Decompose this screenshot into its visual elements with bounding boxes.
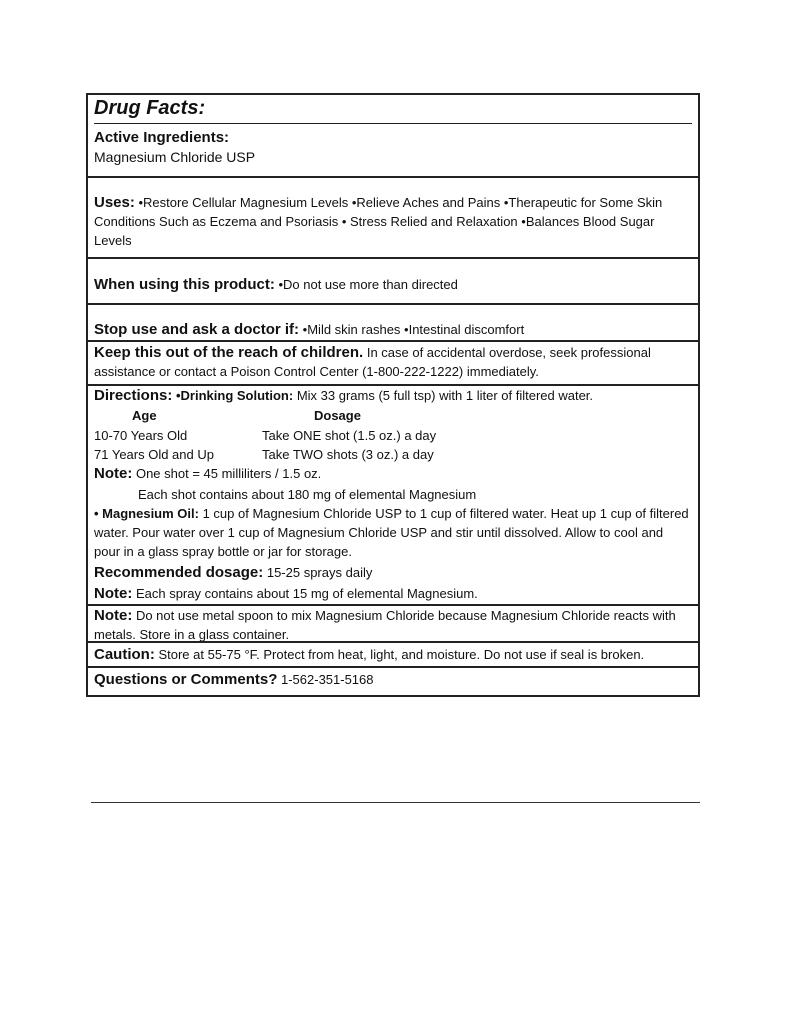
caution-text: Store at 55-75 °F. Protect from heat, light, and moisture. Do not use if seal is broken. (158, 647, 645, 662)
active-ingredients-value: Magnesium Chloride USP (94, 149, 256, 165)
keep-away-heading: Keep this out of the reach of children. (94, 344, 364, 361)
bottom-divider (91, 802, 700, 803)
note-metal-text: Do not use metal spoon to mix Magnesium Chloride because Magnesium Chloride reacts with metals. Store in a glass container. (94, 608, 676, 641)
dosage-row-age: 10-70 Years Old (94, 428, 188, 443)
active-ingredients-heading: Active Ingredients: (94, 129, 230, 146)
directions-heading: Directions: (94, 387, 173, 404)
dosage-row-age: 71 Years Old and Up (94, 447, 214, 462)
dosage-column-header: Dosage (314, 408, 361, 423)
recommended-dosage-heading: Recommended dosage: (94, 564, 264, 581)
title-underline (94, 123, 692, 124)
directions-line (94, 386, 692, 406)
magnesium-oil-paragraph (94, 504, 692, 561)
dosage-row-dosage: Take ONE shot (1.5 oz.) a day (262, 428, 437, 443)
stop-use-heading: Stop use and ask a doctor if: (94, 321, 300, 338)
caution-heading: Caution: (94, 646, 155, 663)
drinking-solution-label: •Drinking Solution: (175, 388, 294, 403)
note-text: Each spray contains about 15 mg of elemental Magnesium. (135, 586, 478, 601)
active-ingredients-section (88, 126, 698, 176)
stop-use-text: •Mild skin rashes •Intestinal discomfort (302, 322, 525, 337)
questions-phone: 1-562-351-5168 (280, 672, 374, 687)
drinking-solution-text: Mix 33 grams (5 full tsp) with 1 liter of filtered water. (296, 388, 594, 403)
stop-use-section (88, 303, 698, 340)
note-heading: Note: (94, 465, 133, 482)
dosage-row-dosage: Take TWO shots (3 oz.) a day (262, 447, 434, 462)
note-heading: Note: (94, 607, 133, 624)
note-drinking (94, 464, 321, 483)
when-using-heading: When using this product: (94, 276, 275, 293)
keep-away-text: In case of accidental overdose, seek professional assistance or contact a Poison Control Center (1-800-222-1222) immediately. (94, 345, 651, 379)
uses-section (88, 176, 698, 257)
note-text: One shot = 45 milliliters / 1.5 oz. (135, 466, 322, 481)
note-heading: Note: (94, 585, 133, 602)
questions-heading: Questions or Comments? (94, 671, 278, 688)
questions-section (88, 666, 698, 697)
drug-facts-title: Drug Facts: (94, 97, 206, 119)
when-using-section (88, 257, 698, 303)
directions-section (88, 384, 698, 604)
note-metal-section (88, 604, 698, 641)
magnesium-oil-label: • Magnesium Oil: (94, 506, 199, 521)
uses-heading: Uses: (94, 194, 135, 211)
drug-facts-panel (86, 93, 700, 697)
note-drinking-line2: Each shot contains about 180 mg of elemental Magnesium (138, 487, 477, 502)
recommended-dosage-text: 15-25 sprays daily (266, 565, 373, 580)
title-section (88, 95, 698, 126)
magnesium-oil-text: 1 cup of Magnesium Chloride USP to 1 cup of filtered water. Heat up 1 cup of filtered water. Pour water over 1 cup of Magnesium Chloride USP and stir until dissolved. Allow to cool and pour in a glass spray bottle or jar for storage. (94, 506, 689, 559)
keep-away-section (88, 340, 698, 384)
caution-section (88, 641, 698, 666)
when-using-text: •Do not use more than directed (278, 277, 458, 292)
recommended-dosage-line (94, 563, 372, 582)
age-column-header: Age (132, 408, 157, 423)
uses-text: •Restore Cellular Magnesium Levels •Relieve Aches and Pains •Therapeutic for Some Skin Conditions Such as Eczema and Psoriasis • Stress Relied and Relaxation •Balances Blood Sugar Levels (94, 195, 663, 248)
note-spray-line (94, 584, 478, 603)
